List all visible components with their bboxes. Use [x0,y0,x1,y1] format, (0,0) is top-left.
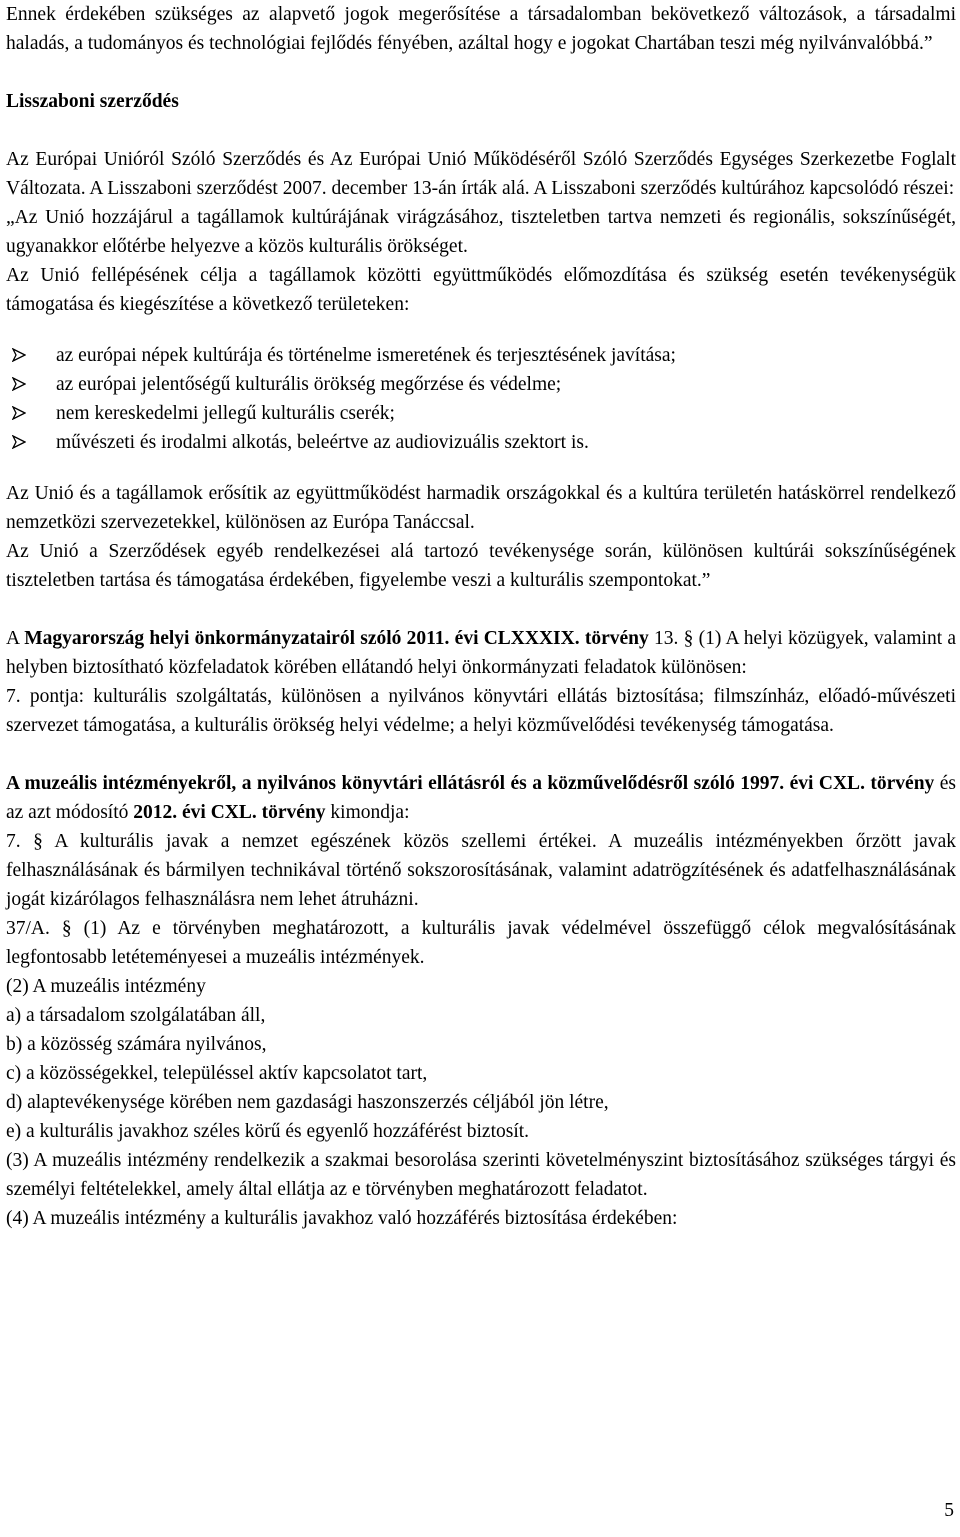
lisbon-quote-1: „Az Unió hozzájárul a tagállamok kultúrájának virágzásához, tiszteletben tartva nemzeti és regionális, sokszínűségét, ugyanakkor előtérbe helyezve a közös kulturális örökséget. [6,207,956,257]
list-item: az európai népek kultúrája és történelme ismeretének és terjesztésének javítása; [6,341,956,370]
arrowhead-bullet-icon [12,406,26,420]
lisbon-after-1: Az Unió és a tagállamok erősítik az együttműködést harmadik országokkal és a kultúra területén hatáskörrel rendelkező nemzetközi szervezetekkel, különösen az Európa Tanáccsal. [6,483,956,533]
museum-section-7: 7. § A kulturális javak a nemzet egészének közös szellemi értékei. A muzeális intézményekben őrzött javak felhasználásának és bármilyen technikával történő sokszorosításának, valamint adatrögzítésének és adatfelhasználásának jogát kizárólagos felhasználásra nem lehet átruházni. [6,831,956,910]
list-item: d) alaptevékenysége körében nem gazdasági haszonszerzés céljából jön létre, [6,1092,609,1113]
lisbon-after-2: Az Unió a Szerződések egyéb rendelkezései alá tartozó tevékenysége során, különösen kultúrái sokszínűségének tiszteletben tartása és támogatása érdekében, figyelembe veszi a kulturális szempontokat.” [6,541,956,591]
museum-section-37a-4: (4) A muzeális intézmény a kulturális javakhoz való hozzáférés biztosítása érdekében: [6,1208,678,1229]
list-item: b) a közösség számára nyilvános, [6,1034,267,1055]
museum-law-title: A muzeális intézményekről, a nyilvános könyvtári ellátásról és a közművelődésről szóló 1997. évi CXL. törvény [6,773,935,794]
museum-law-amendment-title: 2012. évi CXL. törvény [133,802,326,823]
intro-paragraph-end: Ennek érdekében szükséges az alapvető jogok megerősítése a társadalomban bekövetkező változások, a társadalmi haladás, a tudományos és technológiai fejlődés fényében, azáltal hogy e jogokat Chartában teszi még nyilvánvalóbbá.” [6,4,956,54]
lisbon-heading: Lisszaboni szerződés [6,91,179,112]
museum-law-intro: A muzeális intézményekről, a nyilvános könyvtári ellátásról és a közművelődésről szóló 1997. évi CXL. törvény és az azt módosító 2012. évi CXL. törvény kimondja: [6,773,956,823]
lisbon-quote-2: Az Unió fellépésének célja a tagállamok közötti együttműködés előmozdítása és szükség esetén tevékenységük támogatása és kiegészítése a következő területeken: [6,265,956,315]
arrowhead-bullet-icon [12,377,26,391]
museum-section-37a-3: (3) A muzeális intézmény rendelkezik a szakmai besorolása szerinti követelményszint biztosításához szükséges tárgyi és személyi feltételekkel, amely által ellátja az e törvényben meghatározott feladatot. [6,1150,956,1200]
museum-section-37a-1: 37/A. § (1) Az e törvényben meghatározott, a kulturális javak védelmével összefüggő célok megvalósításának legfontosabb letéteményesei a muzeális intézmények. [6,918,956,968]
list-item: az európai jelentőségű kulturális örökség megőrzése és védelme; [6,370,956,399]
list-item: e) a kulturális javakhoz széles körű és egyenlő hozzáférést biztosít. [6,1121,530,1142]
page-number: 5 [944,1500,954,1521]
list-item: a) a társadalom szolgálatában áll, [6,1005,266,1026]
local-gov-law-title: Magyarország helyi önkormányzatairól szóló 2011. évi CLXXXIX. törvény [24,628,649,649]
list-item: művészeti és irodalmi alkotás, beleértve az audiovizuális szektort is. [6,428,956,457]
list-item: nem kereskedelmi jellegű kulturális cserék; [6,399,956,428]
arrowhead-bullet-icon [12,435,26,449]
list-item: c) a közösségekkel, településsel aktív kapcsolatot tart, [6,1063,428,1084]
local-gov-paragraph: A Magyarország helyi önkormányzatairól szóló 2011. évi CLXXXIX. törvény 13. § (1) A helyi közügyek, valamint a helyben biztosítható közfeladatok körében ellátandó helyi önkormányzati feladatok különösen: [6,628,957,678]
museum-section-37a-2: (2) A muzeális intézmény [6,976,206,997]
lisbon-bullet-list [6,341,956,457]
local-gov-point-7: 7. pontja: kulturális szolgáltatás, különösen a nyilvános könyvtári ellátás biztosítása; filmszínház, előadó-művészeti szervezet támogatása, a kulturális örökség helyi védelme; a helyi közművelődési tevékenység támogatása. [6,686,956,736]
arrowhead-bullet-icon [12,348,26,362]
lisbon-intro: Az Európai Unióról Szóló Szerződés és Az Európai Unió Működéséről Szóló Szerződés Egységes Szerkezetbe Foglalt Változata. A Lisszaboni szerződést 2007. december 13-án írták alá. A Lisszaboni szerződés kultúrához kapcsolódó részei: [6,149,956,199]
document-body [6,0,956,1233]
